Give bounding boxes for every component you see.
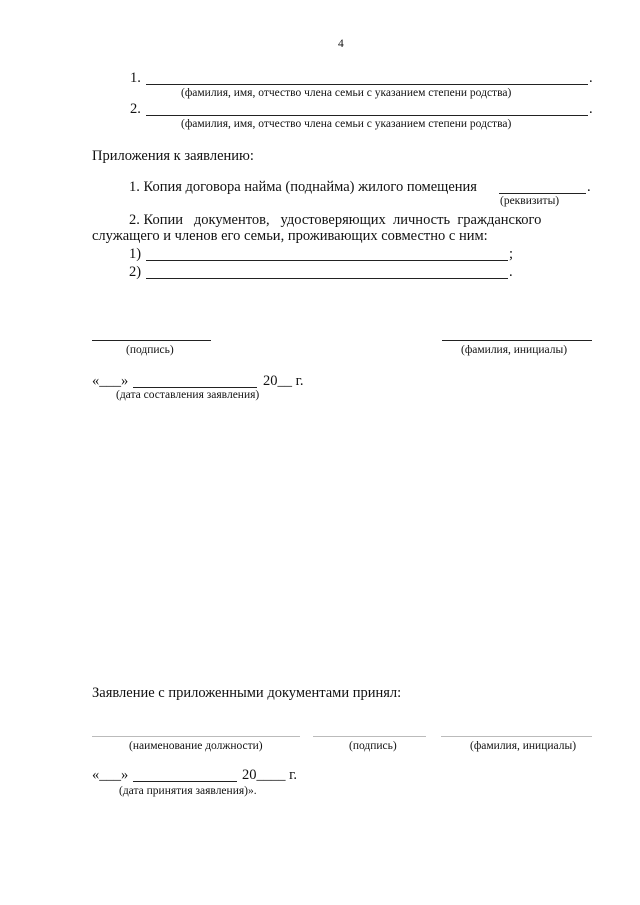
family-item-1-line[interactable] [146, 84, 588, 85]
family-item-1-number: 1. [130, 70, 141, 86]
receiver-name-caption: (фамилия, инициалы) [470, 740, 577, 752]
attachment-sub-2-number: 2) [129, 264, 142, 280]
applicant-date-caption: (дата составления заявления) [116, 389, 260, 401]
family-item-1-end: . [589, 70, 593, 86]
applicant-signature-line[interactable] [92, 340, 211, 341]
receiver-signature-line[interactable] [313, 736, 426, 737]
attachment-sub-2-line[interactable] [146, 278, 508, 279]
receiver-date-year: 20____ г. [242, 767, 298, 783]
attachment-2-line-1: 2. Копии документов, удостоверяющих личность гражданского [129, 212, 542, 228]
receiver-date-caption: (дата принятия заявления)». [119, 785, 257, 797]
attachment-sub-1-end: ; [509, 246, 514, 262]
applicant-name-caption: (фамилия, инициалы) [461, 344, 568, 356]
receiver-date-month-line[interactable] [133, 781, 237, 782]
receiver-signature-caption: (подпись) [349, 740, 397, 752]
family-item-1-caption: (фамилия, имя, отчество члена семьи с указанием степени родства) [181, 87, 512, 99]
applicant-date-month-line[interactable] [133, 387, 257, 388]
attachment-sub-1-number: 1) [129, 246, 142, 262]
receiver-position-line[interactable] [92, 736, 300, 737]
receiver-position-caption: (наименование должности) [129, 740, 263, 752]
attachment-sub-2-end: . [509, 264, 513, 280]
attachment-1-text: 1. Копия договора найма (поднайма) жилого помещения [129, 179, 477, 195]
receiver-name-line[interactable] [441, 736, 592, 737]
applicant-name-line[interactable] [442, 340, 592, 341]
applicant-signature-caption: (подпись) [126, 344, 174, 356]
attachment-1-caption: (реквизиты) [500, 195, 560, 207]
attachment-2-line-2: служащего и членов его семьи, проживающих совместно с ним: [92, 228, 488, 244]
page-number: 4 [338, 38, 344, 50]
family-item-2-caption: (фамилия, имя, отчество члена семьи с указанием степени родства) [181, 118, 512, 130]
attachment-sub-1-line[interactable] [146, 260, 508, 261]
family-item-2-line[interactable] [146, 115, 588, 116]
receiver-date-day: «___» [92, 767, 129, 783]
family-item-2-end: . [589, 101, 593, 117]
family-item-2-number: 2. [130, 101, 141, 117]
attachments-heading: Приложения к заявлению: [92, 148, 254, 164]
attachment-1-end: . [587, 179, 591, 195]
applicant-date-year: 20__ г. [263, 373, 304, 389]
applicant-date-day: «___» [92, 373, 129, 389]
attachment-1-line[interactable] [499, 193, 586, 194]
receiver-heading: Заявление с приложенными документами принял: [92, 685, 402, 701]
